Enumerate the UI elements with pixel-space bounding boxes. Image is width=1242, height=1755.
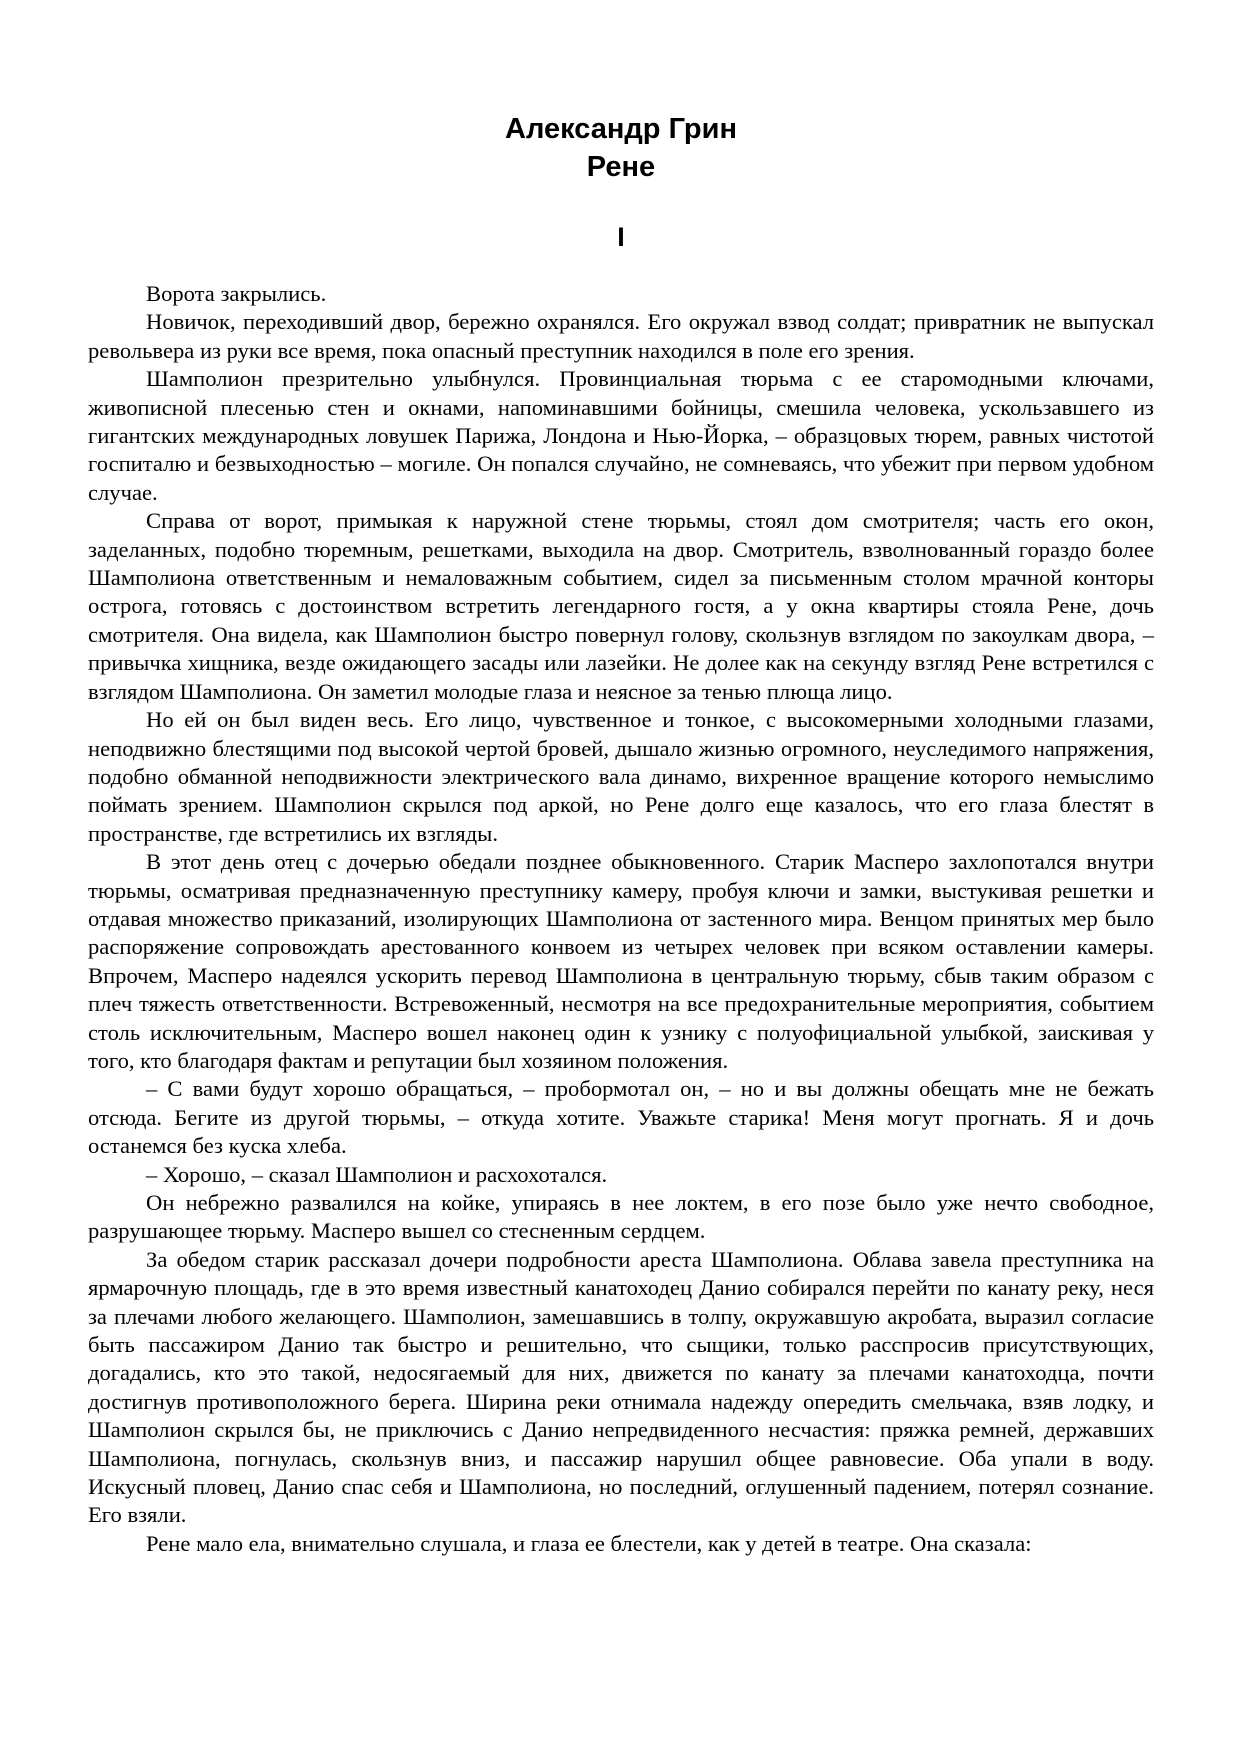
paragraph: Но ей он был виден весь. Его лицо, чувственное и тонкое, с высокомерными холодными глазами, неподвижно блестящими под высокой чертой бровей, дышало жизнью огромного, неуследимого напряжения, подобно обманной неподвижности электрического вала динамо, вихренное вращение которого немыслимо поймать зрением. Шамполион скрылся под аркой, но Рене долго еще казалось, что его глаза блестят в пространстве, где встретились их взгляды. [88, 707, 1154, 846]
body-text [88, 280, 1154, 1558]
chapter-number: I [617, 222, 625, 252]
document-page [88, 110, 1154, 1558]
paragraph: Он небрежно развалился на койке, упираясь в нее локтем, в его позе было уже нечто свободное, разрушающее тюрьму. Масперо вышел со стесненным сердцем. [88, 1190, 1154, 1244]
paragraph: За обедом старик рассказал дочери подробности ареста Шамполиона. Облава завела преступника на ярмарочную площадь, где в это время известный канатоходец Данио собирался перейти по канату реку, неся за плечами любого желающего. Шамполион, замешавшись в толпу, окружавшую акробата, выразил согласие быть пассажиром Данио так быстро и решительно, что сыщики, только расспросив присутствующих, догадались, кто это такой, недосягаемый для них, движется по канату за плечами канатоходца, почти достигнув противоположного берега. Ширина реки отнимала надежду опередить смельчака, взяв лодку, и Шамполион скрылся бы, не приключись с Данио непредвиденного несчастия: пряжка ремней, державших Шамполиона, погнулась, скользнув вниз, и пассажир нарушил общее равновесие. Оба упали в воду. Искусный пловец, Данио спас себя и Шамполиона, но последний, оглушенный падением, потерял сознание. Его взяли. [88, 1246, 1154, 1528]
paragraph: Ворота закрылись. [146, 281, 327, 306]
author-name: Александр Грин [505, 113, 737, 145]
paragraph: – Хорошо, – сказал Шамполион и расхохотался. [146, 1161, 608, 1187]
paragraph: Новичок, переходивший двор, бережно охранялся. Его окружал взвод солдат; привратник не выпускал револьвера из руки все время, пока опасный преступник находился в поле его зрения. [88, 309, 1154, 363]
paragraph: В этот день отец с дочерью обедали позднее обыкновенного. Старик Масперо захлопотался внутри тюрьмы, осматривая предназначенную преступнику камеру, пробуя ключи и замки, выстукивая решетки и отдавая множество приказаний, изолирующих Шамполиона от застенного мира. Венцом принятых мер было распоряжение сопровождать арестованного конвоем из четырех человек при всяком оставлении камеры. Впрочем, Масперо надеялся ускорить перевод Шамполиона в центральную тюрьму, сбыв таким образом с плеч тяжесть ответственности. Встревоженный, несмотря на все предохранительные мероприятия, событием столь исключительным, Масперо вошел наконец один к узнику с полуофициальной улыбкой, заискивая у того, кто благодаря фактам и репутации был хозяином положения. [88, 849, 1154, 1073]
paragraph: Рене мало ела, внимательно слушала, и глаза ее блестели, как у детей в театре. Она сказала: [146, 1530, 1032, 1556]
paragraph: Шамполион презрительно улыбнулся. Провинциальная тюрьма с ее старомодными ключами, живописной плесенью стен и окнами, напоминавшими бойницы, смешила человека, ускользавшего из гигантских международных ловушек Парижа, Лондона и Нью-Йорка, – образцовых тюрем, равных чистотой госпиталю и безвыходностью – могиле. Он попался случайно, не сомневаясь, что убежит при первом удобном случае. [88, 366, 1154, 505]
paragraph: – С вами будут хорошо обращаться, – пробормотал он, – но и вы должны обещать мне не бежать отсюда. Бегите из другой тюрьмы, – откуда хотите. Уважьте старика! Меня могут прогнать. Я и дочь останемся без куска хлеба. [88, 1076, 1154, 1159]
work-title: Рене [586, 151, 656, 183]
paragraph: Справа от ворот, примыкая к наружной стене тюрьмы, стоял дом смотрителя; часть его окон, заделанных, подобно тюремным, решетками, выходила на двор. Смотритель, взволнованный гораздо более Шамполиона ответственным и немаловажным событием, сидел за письменным столом мрачной конторы острога, готовясь с достоинством встретить легендарного гостя, а у окна квартиры стояла Рене, дочь смотрителя. Она видела, как Шамполион быстро повернул голову, скользнув взглядом по закоулкам двора, – привычка хищника, везде ожидающего засады или лазейки. Не долее как на секунду взгляд Рене встретился с взглядом Шамполиона. Он заметил молодые глаза и неясное за тенью плюща лицо. [88, 508, 1154, 704]
